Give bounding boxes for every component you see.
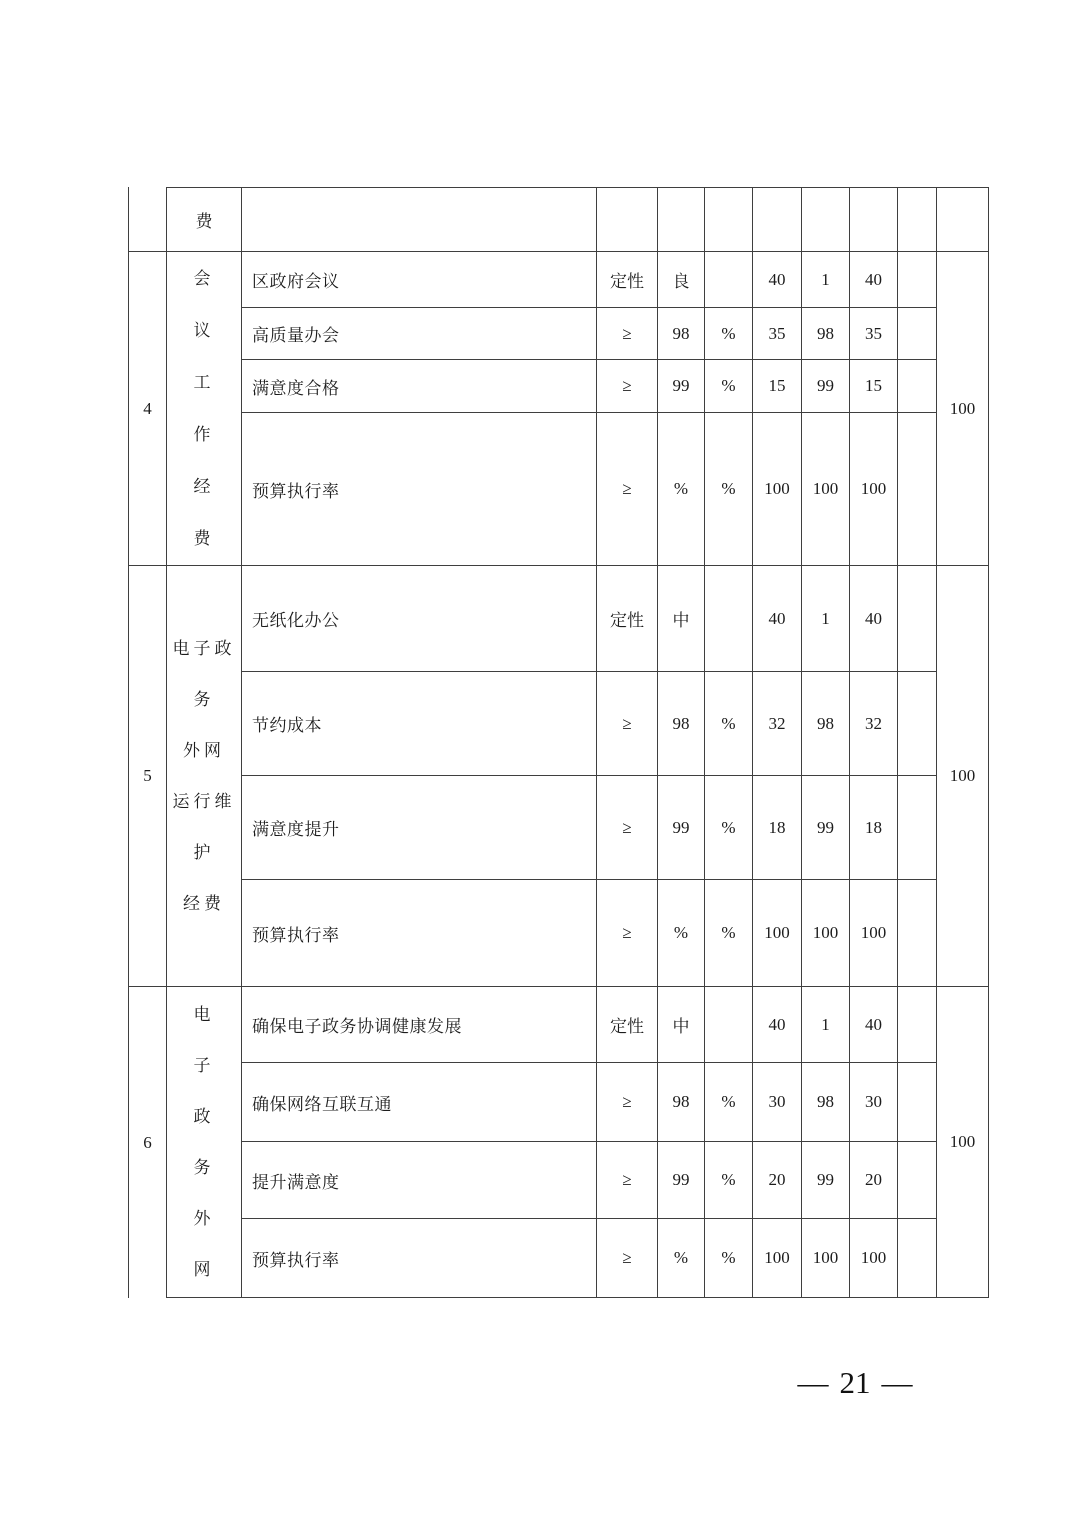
- empty-cell: [658, 187, 705, 252]
- target-value-cell: 98: [658, 1063, 705, 1142]
- indicator-cell: 满意度提升: [242, 776, 597, 880]
- blank-cell: [898, 776, 937, 880]
- performance-indicator-table: [128, 187, 989, 1298]
- unit-cell: %: [705, 672, 753, 776]
- blank-cell: [898, 1219, 937, 1298]
- weight-cell: 40: [753, 987, 802, 1063]
- score-cell: 40: [850, 987, 898, 1063]
- score-cell: 20: [850, 1142, 898, 1219]
- weight-cell: 100: [753, 413, 802, 566]
- unit-cell: %: [705, 308, 753, 360]
- weight-cell: 100: [753, 880, 802, 987]
- target-value-cell: 中: [658, 987, 705, 1063]
- actual-value-cell: 100: [802, 1219, 850, 1298]
- empty-cell: [753, 187, 802, 252]
- actual-value-cell: 100: [802, 413, 850, 566]
- unit-cell: %: [705, 776, 753, 880]
- empty-cell: [937, 187, 989, 252]
- indicator-cell: 预算执行率: [242, 413, 597, 566]
- category-line: 务: [193, 1158, 215, 1177]
- category-line: 务: [193, 690, 215, 709]
- unit-cell: %: [705, 413, 753, 566]
- indicator-cell: 预算执行率: [242, 880, 597, 987]
- actual-value-cell: 98: [802, 672, 850, 776]
- indicator-cell: 区政府会议: [242, 252, 597, 308]
- unit-cell: %: [705, 1219, 753, 1298]
- category-line: 电子政: [172, 639, 236, 658]
- category-line: 运行维: [172, 792, 236, 811]
- blank-cell: [898, 308, 937, 360]
- score-cell: 30: [850, 1063, 898, 1142]
- blank-cell: [898, 672, 937, 776]
- target-value-cell: 99: [658, 776, 705, 880]
- target-value-cell: %: [658, 880, 705, 987]
- target-value-cell: %: [658, 413, 705, 566]
- page-number: 21: [839, 1365, 871, 1400]
- weight-cell: 35: [753, 308, 802, 360]
- empty-cell: [597, 187, 658, 252]
- weight-cell: 15: [753, 360, 802, 413]
- actual-value-cell: 100: [802, 880, 850, 987]
- target-value-cell: 98: [658, 672, 705, 776]
- unit-cell: [705, 987, 753, 1063]
- weight-cell: 40: [753, 566, 802, 672]
- unit-cell: %: [705, 360, 753, 413]
- blank-cell: [898, 1142, 937, 1219]
- blank-cell: [898, 880, 937, 987]
- category-line: 作: [193, 424, 215, 444]
- operator-cell: ≥: [597, 413, 658, 566]
- actual-value-cell: 99: [802, 360, 850, 413]
- score-cell: 35: [850, 308, 898, 360]
- unit-cell: %: [705, 1063, 753, 1142]
- indicator-cell: 提升满意度: [242, 1142, 597, 1219]
- blank-cell: [898, 252, 937, 308]
- category-fragment-cell: 费: [167, 187, 242, 252]
- score-cell: 15: [850, 360, 898, 413]
- operator-cell: ≥: [597, 308, 658, 360]
- group-category-cell: [167, 987, 242, 1298]
- operator-cell: ≥: [597, 880, 658, 987]
- unit-cell: [705, 566, 753, 672]
- category-line: 工: [193, 372, 215, 392]
- group-number-cell: 4: [128, 252, 167, 566]
- score-cell: 32: [850, 672, 898, 776]
- category-line: 电: [193, 1005, 215, 1024]
- operator-cell: ≥: [597, 776, 658, 880]
- score-cell: 40: [850, 566, 898, 672]
- group-number-cell: 6: [128, 987, 167, 1298]
- blank-cell: [898, 1063, 937, 1142]
- group-category-cell: [167, 566, 242, 987]
- category-line: 政: [193, 1107, 215, 1126]
- weight-cell: 20: [753, 1142, 802, 1219]
- group-number-cell: [128, 187, 167, 252]
- category-line: 会: [193, 268, 215, 288]
- target-value-cell: 99: [658, 360, 705, 413]
- indicator-cell: 高质量办会: [242, 308, 597, 360]
- operator-cell: ≥: [597, 1142, 658, 1219]
- score-cell: 100: [850, 880, 898, 987]
- group-total-cell: 100: [937, 252, 989, 566]
- operator-cell: ≥: [597, 1063, 658, 1142]
- weight-cell: 30: [753, 1063, 802, 1142]
- actual-value-cell: 1: [802, 252, 850, 308]
- target-value-cell: %: [658, 1219, 705, 1298]
- operator-cell: 定性: [597, 252, 658, 308]
- empty-cell: [705, 187, 753, 252]
- target-value-cell: 99: [658, 1142, 705, 1219]
- page-footer: [790, 1360, 920, 1406]
- target-value-cell: 良: [658, 252, 705, 308]
- group-total-cell: 100: [937, 566, 989, 987]
- actual-value-cell: 99: [802, 1142, 850, 1219]
- indicator-cell: 满意度合格: [242, 360, 597, 413]
- actual-value-cell: 98: [802, 1063, 850, 1142]
- score-cell: 40: [850, 252, 898, 308]
- empty-cell: [802, 187, 850, 252]
- empty-cell: [850, 187, 898, 252]
- target-value-cell: 中: [658, 566, 705, 672]
- actual-value-cell: 98: [802, 308, 850, 360]
- indicator-cell: 确保网络互联互通: [242, 1063, 597, 1142]
- blank-cell: [898, 566, 937, 672]
- weight-cell: 40: [753, 252, 802, 308]
- group-number-cell: 5: [128, 566, 167, 987]
- category-line: 护: [193, 843, 215, 862]
- unit-cell: [705, 252, 753, 308]
- weight-cell: 18: [753, 776, 802, 880]
- unit-cell: %: [705, 880, 753, 987]
- category-line: 议: [193, 320, 215, 340]
- category-line: 费: [193, 528, 215, 548]
- category-line: 外网: [183, 741, 225, 760]
- page-number-dash-left: —: [797, 1365, 829, 1400]
- indicator-cell: 确保电子政务协调健康发展: [242, 987, 597, 1063]
- blank-cell: [898, 413, 937, 566]
- weight-cell: 32: [753, 672, 802, 776]
- weight-cell: 100: [753, 1219, 802, 1298]
- category-line: 网: [193, 1260, 215, 1279]
- category-line: 子: [193, 1056, 215, 1075]
- empty-indicator-cell: [242, 187, 597, 252]
- category-line: 外: [193, 1209, 215, 1228]
- category-line: 经: [193, 476, 215, 496]
- score-cell: 100: [850, 1219, 898, 1298]
- operator-cell: ≥: [597, 672, 658, 776]
- empty-cell: [898, 187, 937, 252]
- operator-cell: ≥: [597, 360, 658, 413]
- score-cell: 18: [850, 776, 898, 880]
- category-line: 经费: [183, 894, 225, 913]
- group-category-cell: [167, 252, 242, 566]
- actual-value-cell: 99: [802, 776, 850, 880]
- actual-value-cell: 1: [802, 987, 850, 1063]
- operator-cell: ≥: [597, 1219, 658, 1298]
- target-value-cell: 98: [658, 308, 705, 360]
- blank-cell: [898, 360, 937, 413]
- group-total-cell: 100: [937, 987, 989, 1298]
- indicator-cell: 无纸化办公: [242, 566, 597, 672]
- indicator-cell: 预算执行率: [242, 1219, 597, 1298]
- score-cell: 100: [850, 413, 898, 566]
- operator-cell: 定性: [597, 566, 658, 672]
- operator-cell: 定性: [597, 987, 658, 1063]
- indicator-cell: 节约成本: [242, 672, 597, 776]
- page-number-dash-right: —: [881, 1365, 913, 1400]
- actual-value-cell: 1: [802, 566, 850, 672]
- unit-cell: %: [705, 1142, 753, 1219]
- blank-cell: [898, 987, 937, 1063]
